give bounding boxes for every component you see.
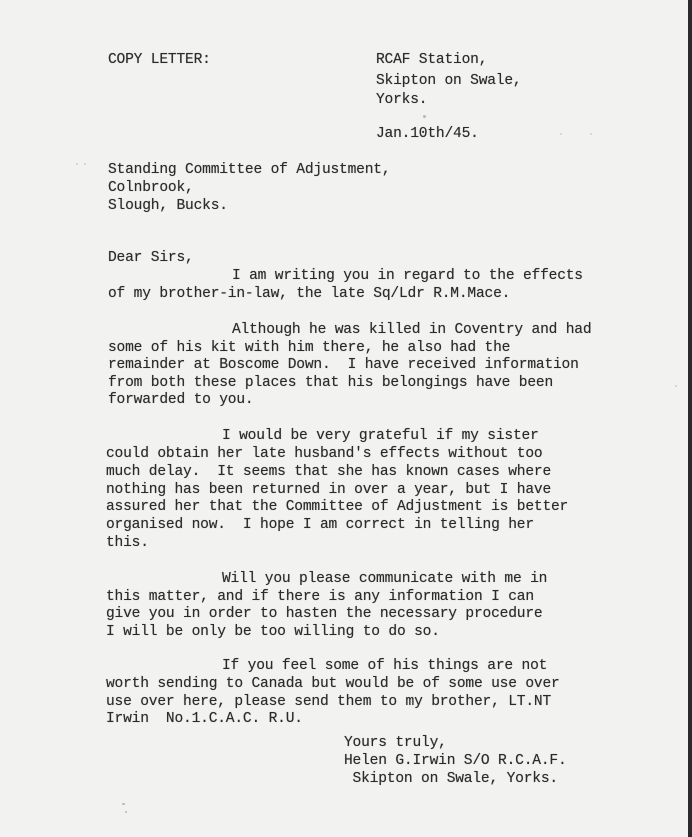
salutation: Dear Sirs, [108, 250, 194, 266]
paragraph-line: assured her that the Committee of Adjustment is better [106, 499, 569, 515]
paragraph-line: much delay. It seems that she has known cases where [106, 464, 551, 480]
paragraph-line: If you feel some of his things are not [222, 658, 548, 674]
paragraph-line: give you in order to hasten the necessary procedure [106, 606, 543, 622]
scan-speck [125, 811, 127, 813]
paragraph-line: organised now. I hope I am correct in telling her [106, 517, 534, 533]
paragraph-line: Although he was killed in Coventry and had [232, 322, 592, 338]
scan-speck [84, 163, 86, 165]
sender-address-line: RCAF Station, [376, 52, 488, 68]
signature-line: Helen G.Irwin S/O R.C.A.F. [344, 753, 567, 769]
sender-address-line: Skipton on Swale, [376, 73, 522, 89]
paragraph-line: this matter, and if there is any information I can [106, 589, 534, 605]
paragraph-line: Irwin No.1.C.A.C. R.U. [106, 711, 303, 727]
scan-speck [560, 133, 562, 135]
paragraph-line: I will be only be too willing to do so. [106, 624, 440, 640]
sender-address-line: Yorks. [376, 92, 428, 108]
paragraph-line: Will you please communicate with me in [222, 571, 548, 587]
scan-speck [590, 133, 592, 135]
paragraph-line: worth sending to Canada but would be of some use over [106, 676, 560, 692]
recipient-address-line: Slough, Bucks. [108, 198, 228, 214]
paragraph-line: use over here, please send them to my brother, LT.NT [106, 694, 551, 710]
paragraph-line: this. [106, 535, 149, 551]
paragraph-line: from both these places that his belongings have been [108, 375, 553, 391]
paragraph-line: nothing has been returned in over a year, but I have [106, 482, 551, 498]
paragraph-line: of my brother-in-law, the late Sq/Ldr R.M.Mace. [108, 286, 511, 302]
recipient-address-line: Standing Committee of Adjustment, [108, 162, 391, 178]
paragraph-line: I am writing you in regard to the effects [232, 268, 583, 284]
paragraph-line: forwarded to you. [108, 392, 254, 408]
paragraph-line: some of his kit with him there, he also had the [108, 340, 511, 356]
scan-speck [122, 803, 125, 805]
letter-heading: COPY LETTER: [108, 52, 211, 68]
letter-date: Jan.10th/45. [376, 126, 479, 142]
paragraph-line: could obtain her late husband's effects without too [106, 446, 543, 462]
scan-speck [423, 115, 426, 118]
paragraph-line: remainder at Boscome Down. I have received information [108, 357, 579, 373]
signature-line: Skipton on Swale, Yorks. [344, 771, 558, 787]
paragraph-line: I would be very grateful if my sister [222, 428, 539, 444]
scan-speck [76, 163, 78, 165]
recipient-address-line: Colnbrook, [108, 180, 194, 196]
closing: Yours truly, [344, 735, 447, 751]
scan-speck [675, 385, 677, 387]
